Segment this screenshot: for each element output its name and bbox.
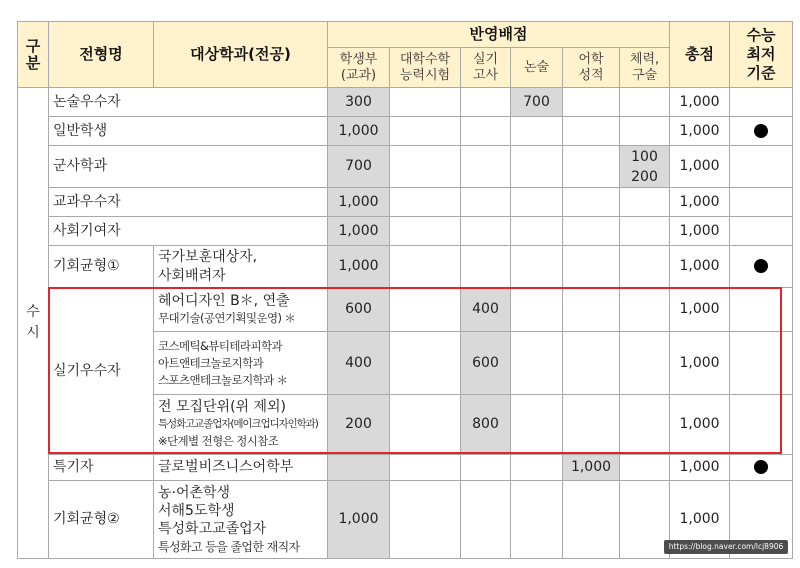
score-cell	[390, 188, 461, 217]
table-row	[18, 455, 793, 481]
track-name: 실기우수자	[49, 288, 154, 455]
csat-min-cell	[730, 217, 793, 246]
score-cell	[563, 217, 620, 246]
score-cell	[461, 88, 511, 117]
total-cell: 1,000	[670, 246, 730, 288]
header-col-practical: 실기 고사	[461, 48, 511, 88]
score-cell: 100 200	[620, 146, 670, 188]
dept-cell	[154, 481, 328, 559]
score-cell: 600	[461, 332, 511, 395]
score-cell	[511, 455, 563, 481]
score-cell	[390, 146, 461, 188]
dept-line: 헤어디자인 B＊, 연출	[158, 292, 290, 309]
score-cell	[461, 481, 511, 559]
header-col-language: 어학 성적	[563, 48, 620, 88]
score-cell	[620, 188, 670, 217]
score-cell	[511, 117, 563, 146]
dept-cell	[154, 288, 328, 332]
csat-min-cell	[730, 455, 793, 481]
dept-line: 무대기술(공연기획및운영) ＊	[158, 310, 296, 325]
dept-cell: 국가보훈대상자, 사회배려자	[154, 246, 328, 288]
total-cell: 1,000	[670, 332, 730, 395]
header-col-schoolrecord: 학생부 (교과)	[328, 48, 390, 88]
score-cell	[563, 288, 620, 332]
csat-required-dot-icon	[754, 460, 768, 474]
score-cell	[563, 395, 620, 455]
total-cell: 1,000	[670, 288, 730, 332]
score-cell: 400	[328, 332, 390, 395]
score-cell	[620, 332, 670, 395]
score-cell	[563, 332, 620, 395]
score-cell	[390, 217, 461, 246]
score-cell	[461, 455, 511, 481]
score-cell	[511, 395, 563, 455]
score-cell: 800	[461, 395, 511, 455]
total-cell: 1,000	[670, 217, 730, 246]
track-name: 기회균형①	[49, 246, 154, 288]
section-label: 수 시	[18, 88, 49, 559]
score-cell	[511, 246, 563, 288]
score-cell	[620, 217, 670, 246]
csat-min-cell	[730, 332, 793, 395]
score-cell	[620, 395, 670, 455]
score-cell	[390, 481, 461, 559]
score-cell	[461, 217, 511, 246]
csat-required-dot-icon	[754, 259, 768, 273]
track-name: 특기자	[49, 455, 154, 481]
csat-min-cell	[730, 88, 793, 117]
table-row	[18, 88, 793, 117]
score-cell	[511, 288, 563, 332]
score-cell	[390, 455, 461, 481]
dept-line: 특성화고 등을 졸업한 재직자	[158, 539, 300, 554]
track-name: 일반학생	[49, 117, 328, 146]
total-cell: 1,000	[670, 88, 730, 117]
score-cell: 200	[328, 395, 390, 455]
header-score-group: 반영배점	[328, 22, 670, 48]
header-col-csat: 대학수학 능력시험	[390, 48, 461, 88]
score-cell: 400	[461, 288, 511, 332]
header-csat-min: 수능 최저 기준	[730, 22, 793, 88]
score-cell	[620, 455, 670, 481]
score-cell: 1,000	[328, 117, 390, 146]
csat-min-cell	[730, 117, 793, 146]
score-cell	[620, 117, 670, 146]
dept-line: 전 모집단위(위 제외)	[158, 399, 287, 415]
total-cell: 1,000	[670, 481, 730, 559]
dept-line: 코스메틱&뷰티테라피학과	[158, 338, 282, 353]
table-row	[18, 188, 793, 217]
table-row	[18, 246, 793, 288]
table-row	[18, 117, 793, 146]
score-cell: 600	[328, 288, 390, 332]
track-name: 기회균형②	[49, 481, 154, 559]
score-cell	[390, 288, 461, 332]
score-cell	[563, 117, 620, 146]
header-col-essay: 논술	[511, 48, 563, 88]
header-dept: 대상학과(전공)	[154, 22, 328, 88]
admission-score-table	[17, 21, 793, 559]
total-cell: 1,000	[670, 117, 730, 146]
score-cell	[563, 146, 620, 188]
total-cell: 1,000	[670, 146, 730, 188]
score-cell: 1,000	[563, 455, 620, 481]
csat-required-dot-icon	[754, 124, 768, 138]
score-cell	[563, 246, 620, 288]
score-cell	[620, 481, 670, 559]
score-cell	[620, 288, 670, 332]
score-cell: 1,000	[328, 188, 390, 217]
total-cell: 1,000	[670, 455, 730, 481]
score-cell: 1,000	[328, 481, 390, 559]
dept-line: 스포츠앤테크놀로지학과 ＊	[158, 372, 288, 387]
score-cell	[563, 188, 620, 217]
score-cell	[511, 146, 563, 188]
score-cell: 1,000	[328, 246, 390, 288]
track-name: 교과우수자	[49, 188, 328, 217]
score-cell	[461, 117, 511, 146]
score-cell	[390, 117, 461, 146]
total-cell: 1,000	[670, 188, 730, 217]
score-cell	[390, 395, 461, 455]
score-cell: 300	[328, 88, 390, 117]
dept-line: 농·어촌학생	[158, 484, 231, 501]
score-cell: 700	[328, 146, 390, 188]
track-name: 논술우수자	[49, 88, 328, 117]
score-cell: 700	[511, 88, 563, 117]
header-total: 총점	[670, 22, 730, 88]
dept-line: ※단계별 전형은 정시참조	[158, 434, 279, 448]
csat-min-cell	[730, 246, 793, 288]
score-cell	[461, 246, 511, 288]
track-name: 사회기여자	[49, 217, 328, 246]
score-cell	[461, 188, 511, 217]
total-cell: 1,000	[670, 395, 730, 455]
score-cell: 1,000	[328, 217, 390, 246]
table-row	[18, 217, 793, 246]
score-cell	[461, 146, 511, 188]
score-cell	[328, 455, 390, 481]
dept-cell: 글로벌비즈니스어학부	[154, 455, 328, 481]
score-cell	[511, 332, 563, 395]
table-row	[18, 288, 793, 332]
dept-line: 특성화고교졸업자	[158, 520, 267, 537]
blog-watermark: https://blog.naver.com/lcj8906	[664, 540, 788, 554]
csat-min-cell	[730, 395, 793, 455]
dept-line: 특성화고교졸업자(메이크업디자인학과)	[158, 418, 318, 430]
dept-line: 아트앤테크놀로지학과	[158, 355, 264, 370]
score-cell	[563, 481, 620, 559]
csat-min-cell	[730, 288, 793, 332]
track-name: 군사학과	[49, 146, 328, 188]
score-cell	[511, 188, 563, 217]
score-cell	[620, 88, 670, 117]
score-cell	[563, 88, 620, 117]
score-cell	[390, 88, 461, 117]
header-col-physical: 체력, 구술	[620, 48, 670, 88]
header-gubun: 구 분	[18, 22, 49, 88]
score-cell	[390, 332, 461, 395]
score-cell	[511, 217, 563, 246]
table-row	[18, 146, 793, 188]
header-track: 전형명	[49, 22, 154, 88]
csat-min-cell	[730, 146, 793, 188]
csat-min-cell	[730, 188, 793, 217]
score-cell	[390, 246, 461, 288]
score-cell	[620, 246, 670, 288]
dept-line: 서해5도학생	[158, 502, 235, 519]
dept-cell	[154, 332, 328, 395]
score-cell	[511, 481, 563, 559]
dept-cell	[154, 395, 328, 455]
